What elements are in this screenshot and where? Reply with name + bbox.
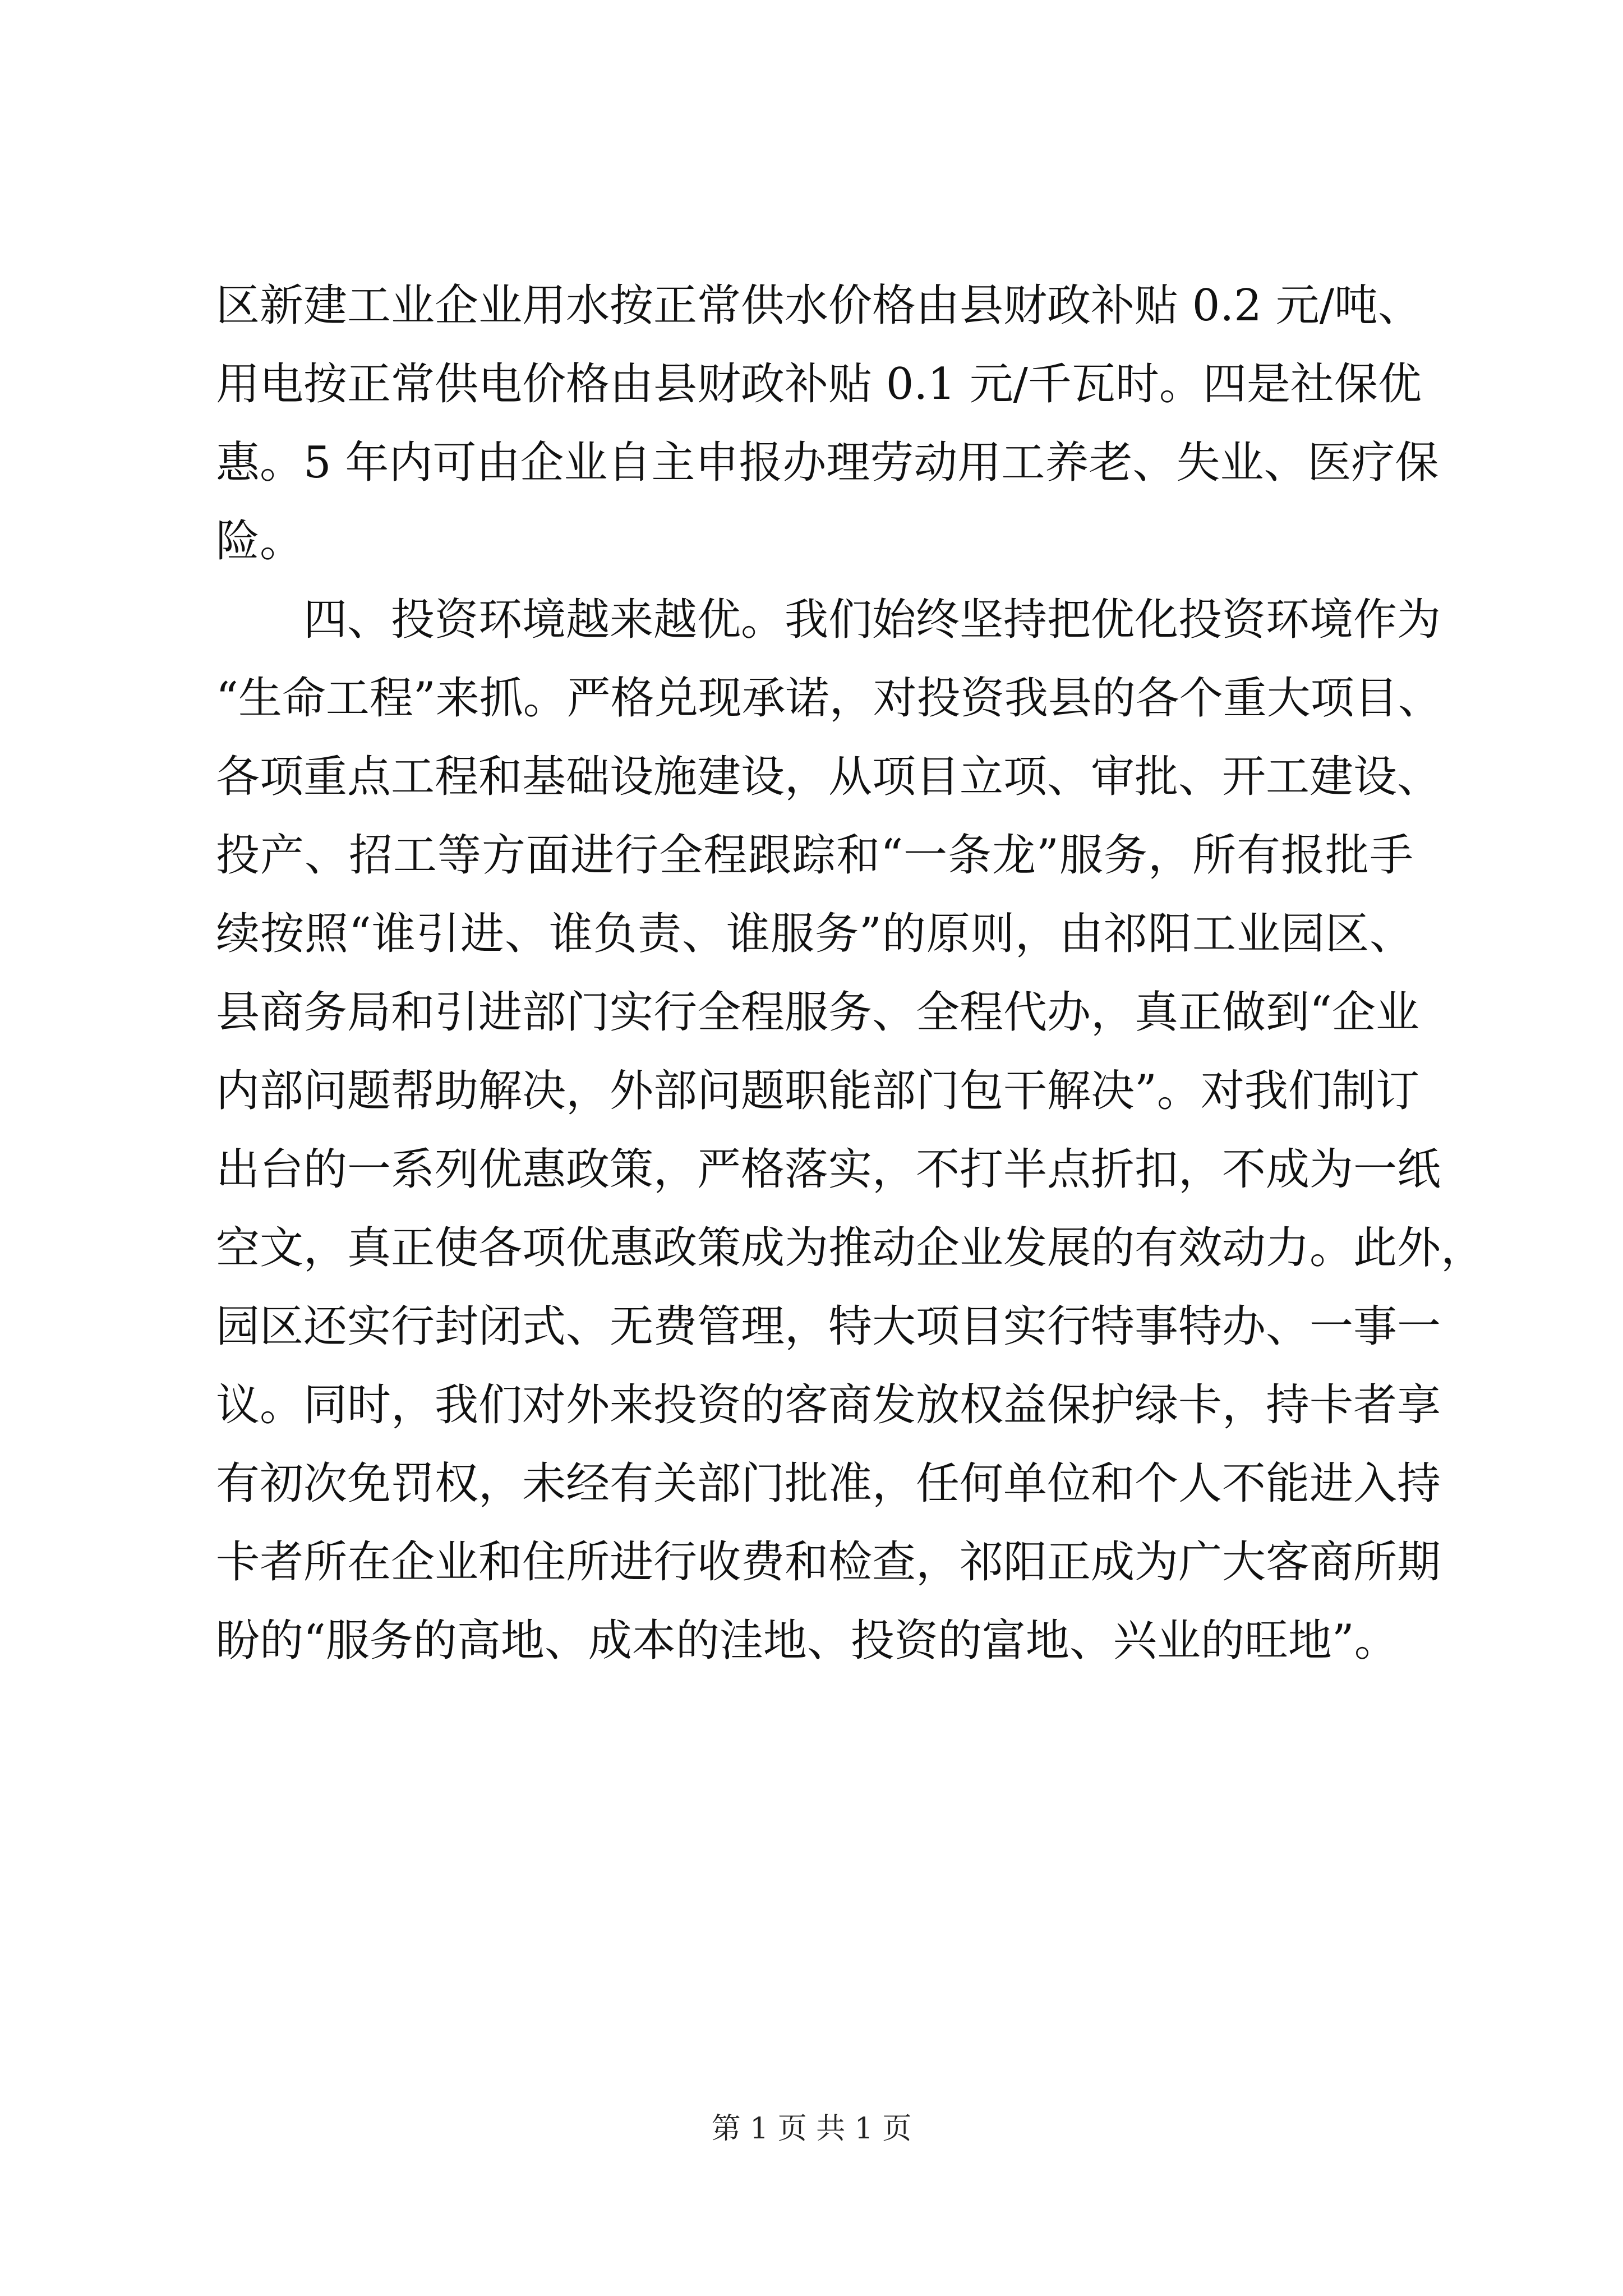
- text-line: 投产、招工等方面进行全程跟踪和“一条龙”服务，所有报批手: [216, 830, 1413, 881]
- text-line: 县商务局和引进部门实行全程服务、全程代办，真正做到“企业: [216, 987, 1419, 1038]
- text-line: 园区还实行封闭式、无费管理，特大项目实行特事特办、一事一: [216, 1301, 1441, 1352]
- document-body: [216, 266, 1485, 1680]
- text-line: 各项重点工程和基础设施建设，从项目立项、审批、开工建设、: [216, 752, 1441, 802]
- text-line: 盼的“服务的高地、成本的洼地、投资的富地、兴业的旺地”。: [216, 1616, 1398, 1666]
- text-line: 卡者所在企业和住所进行收费和检查，祁阳正成为广大客商所期: [216, 1537, 1441, 1588]
- text-line: 险。: [216, 516, 304, 567]
- paragraph: [216, 581, 1485, 1680]
- text-line: 用电按正常供电价格由县财政补贴 0.1 元/千瓦时。四是社保优: [216, 359, 1422, 409]
- text-line: “生命工程”来抓。严格兑现承诺，对投资我县的各个重大项目、: [216, 673, 1442, 724]
- text-line: 四、投资环境越来越优。我们始终坚持把优化投资环境作为: [303, 595, 1441, 645]
- text-line: 有初次免罚权，未经有关部门批准，任何单位和个人不能进入持: [216, 1458, 1441, 1509]
- text-line: 出台的一系列优惠政策，严格落实，不打半点折扣，不成为一纸: [216, 1144, 1441, 1195]
- paragraph: [216, 266, 1439, 581]
- text-line: 区新建工业企业用水按正常供水价格由县财政补贴 0.2 元/吨、: [216, 280, 1422, 331]
- page-footer: 第 1 页 共 1 页: [711, 2112, 912, 2146]
- text-line: 议。同时，我们对外来投资的客商发放权益保护绿卡，持卡者享: [216, 1380, 1441, 1430]
- text-line: 内部问题帮助解决，外部问题职能部门包干解决”。对我们制订: [216, 1066, 1419, 1116]
- text-line: 续按照“谁引进、谁负责、谁服务”的原则，由祁阳工业园区、: [216, 909, 1413, 959]
- text-line: 惠。5 年内可由企业自主申报办理劳动用工养老、失业、医疗保: [216, 438, 1439, 488]
- text-line: 空文，真正使各项优惠政策成为推动企业发展的有效动力。此外，: [216, 1223, 1485, 1273]
